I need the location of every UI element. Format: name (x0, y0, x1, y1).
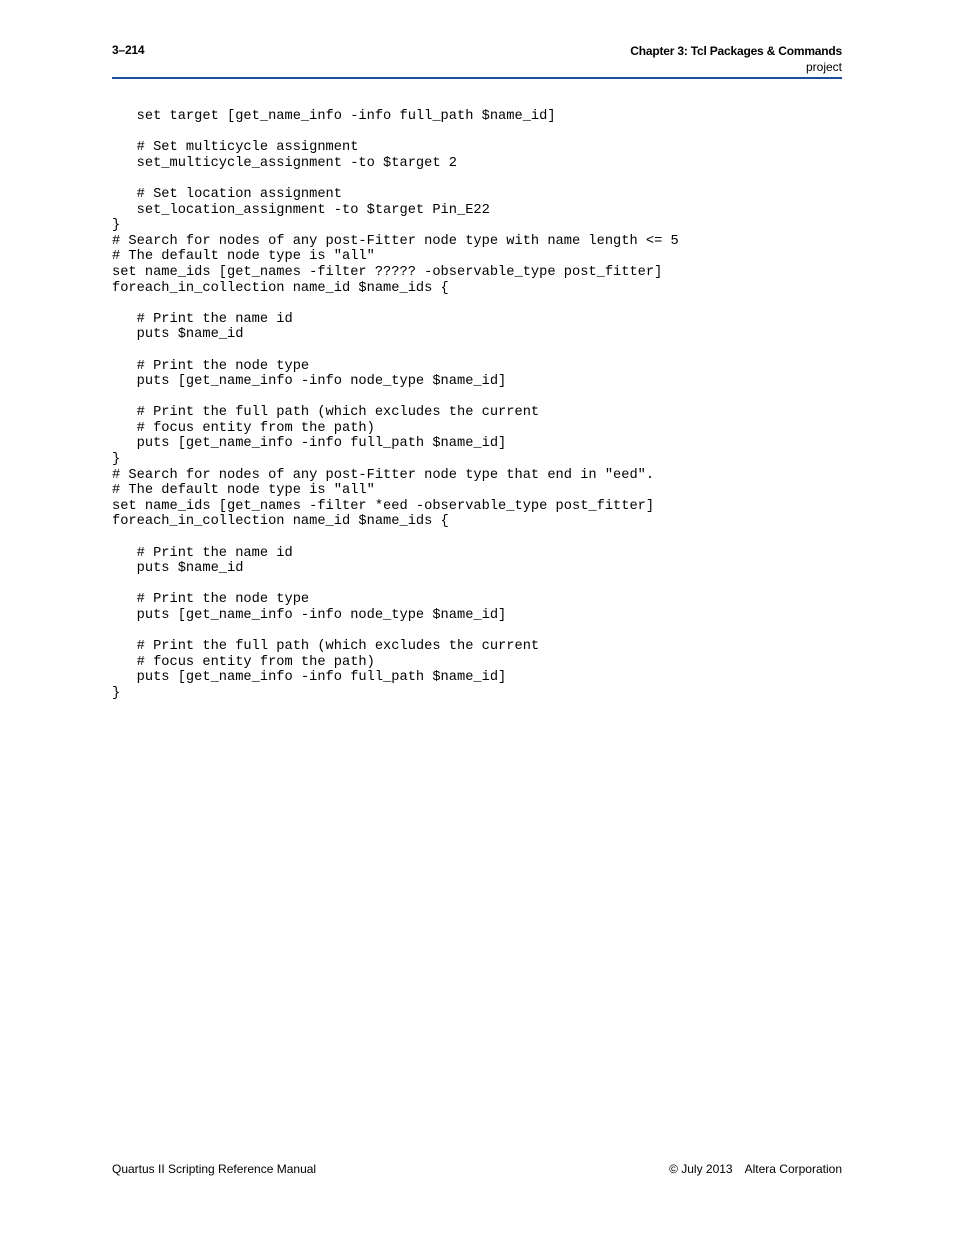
footer-date: © July 2013 (669, 1162, 733, 1176)
footer-company: Altera Corporation (744, 1162, 842, 1176)
code-line: set name_ids [get_names -filter ????? -observable_type post_fitter] (112, 264, 663, 280)
code-block (112, 109, 679, 702)
code-line: set_multicycle_assignment -to $target 2 (112, 155, 457, 171)
code-line: # The default node type is "all" (112, 249, 375, 265)
section-title: project (805, 60, 842, 74)
code-line: puts $name_id (112, 327, 244, 343)
code-line: # Search for nodes of any post-Fitter node type that end in "eed". (112, 467, 655, 483)
footer-copyright (669, 1162, 842, 1176)
code-line: # Print the name id (112, 311, 293, 327)
code-line: puts [get_name_info -info node_type $name_id] (112, 608, 507, 623)
code-line: foreach_in_collection name_id $name_ids { (112, 280, 449, 296)
header-rule (112, 77, 842, 79)
code-line: set name_ids [get_names -filter *eed -observable_type post_fitter] (112, 498, 655, 514)
code-line: foreach_in_collection name_id $name_ids { (112, 514, 449, 530)
code-line: } (112, 218, 121, 234)
code-line: # focus entity from the path) (112, 420, 375, 436)
code-line: # Print the node type (112, 592, 310, 608)
code-line: # Set multicycle assignment (112, 140, 359, 156)
code-line: puts [get_name_info -info full_path $name_id] (112, 436, 507, 452)
code-line: # focus entity from the path) (112, 654, 375, 670)
code-line: } (112, 452, 121, 468)
code-line: # The default node type is "all" (112, 483, 375, 499)
code-line: set target [get_name_info -info full_path $name_id] (112, 109, 556, 124)
code-line: set_location_assignment -to $target Pin_E22 (112, 202, 490, 218)
code-line: # Search for nodes of any post-Fitter node type with name length <= 5 (112, 233, 679, 249)
code-line: # Print the name id (112, 545, 293, 561)
running-header (630, 43, 842, 75)
code-line: puts $name_id (112, 561, 244, 577)
manual-title: Quartus II Scripting Reference Manual (112, 1162, 317, 1176)
code-line: # Print the full path (which excludes the current (112, 405, 540, 421)
code-line: # Set location assignment (112, 186, 342, 202)
page-number: 3–214 (112, 43, 145, 57)
code-line: puts [get_name_info -info node_type $name_id] (112, 374, 507, 390)
code-line: puts [get_name_info -info full_path $name_id] (112, 670, 507, 686)
code-line: # Print the node type (112, 358, 310, 374)
code-line: # Print the full path (which excludes the current (112, 639, 540, 655)
code-line: } (112, 685, 121, 701)
chapter-title: Chapter 3: Tcl Packages & Commands (630, 44, 842, 58)
